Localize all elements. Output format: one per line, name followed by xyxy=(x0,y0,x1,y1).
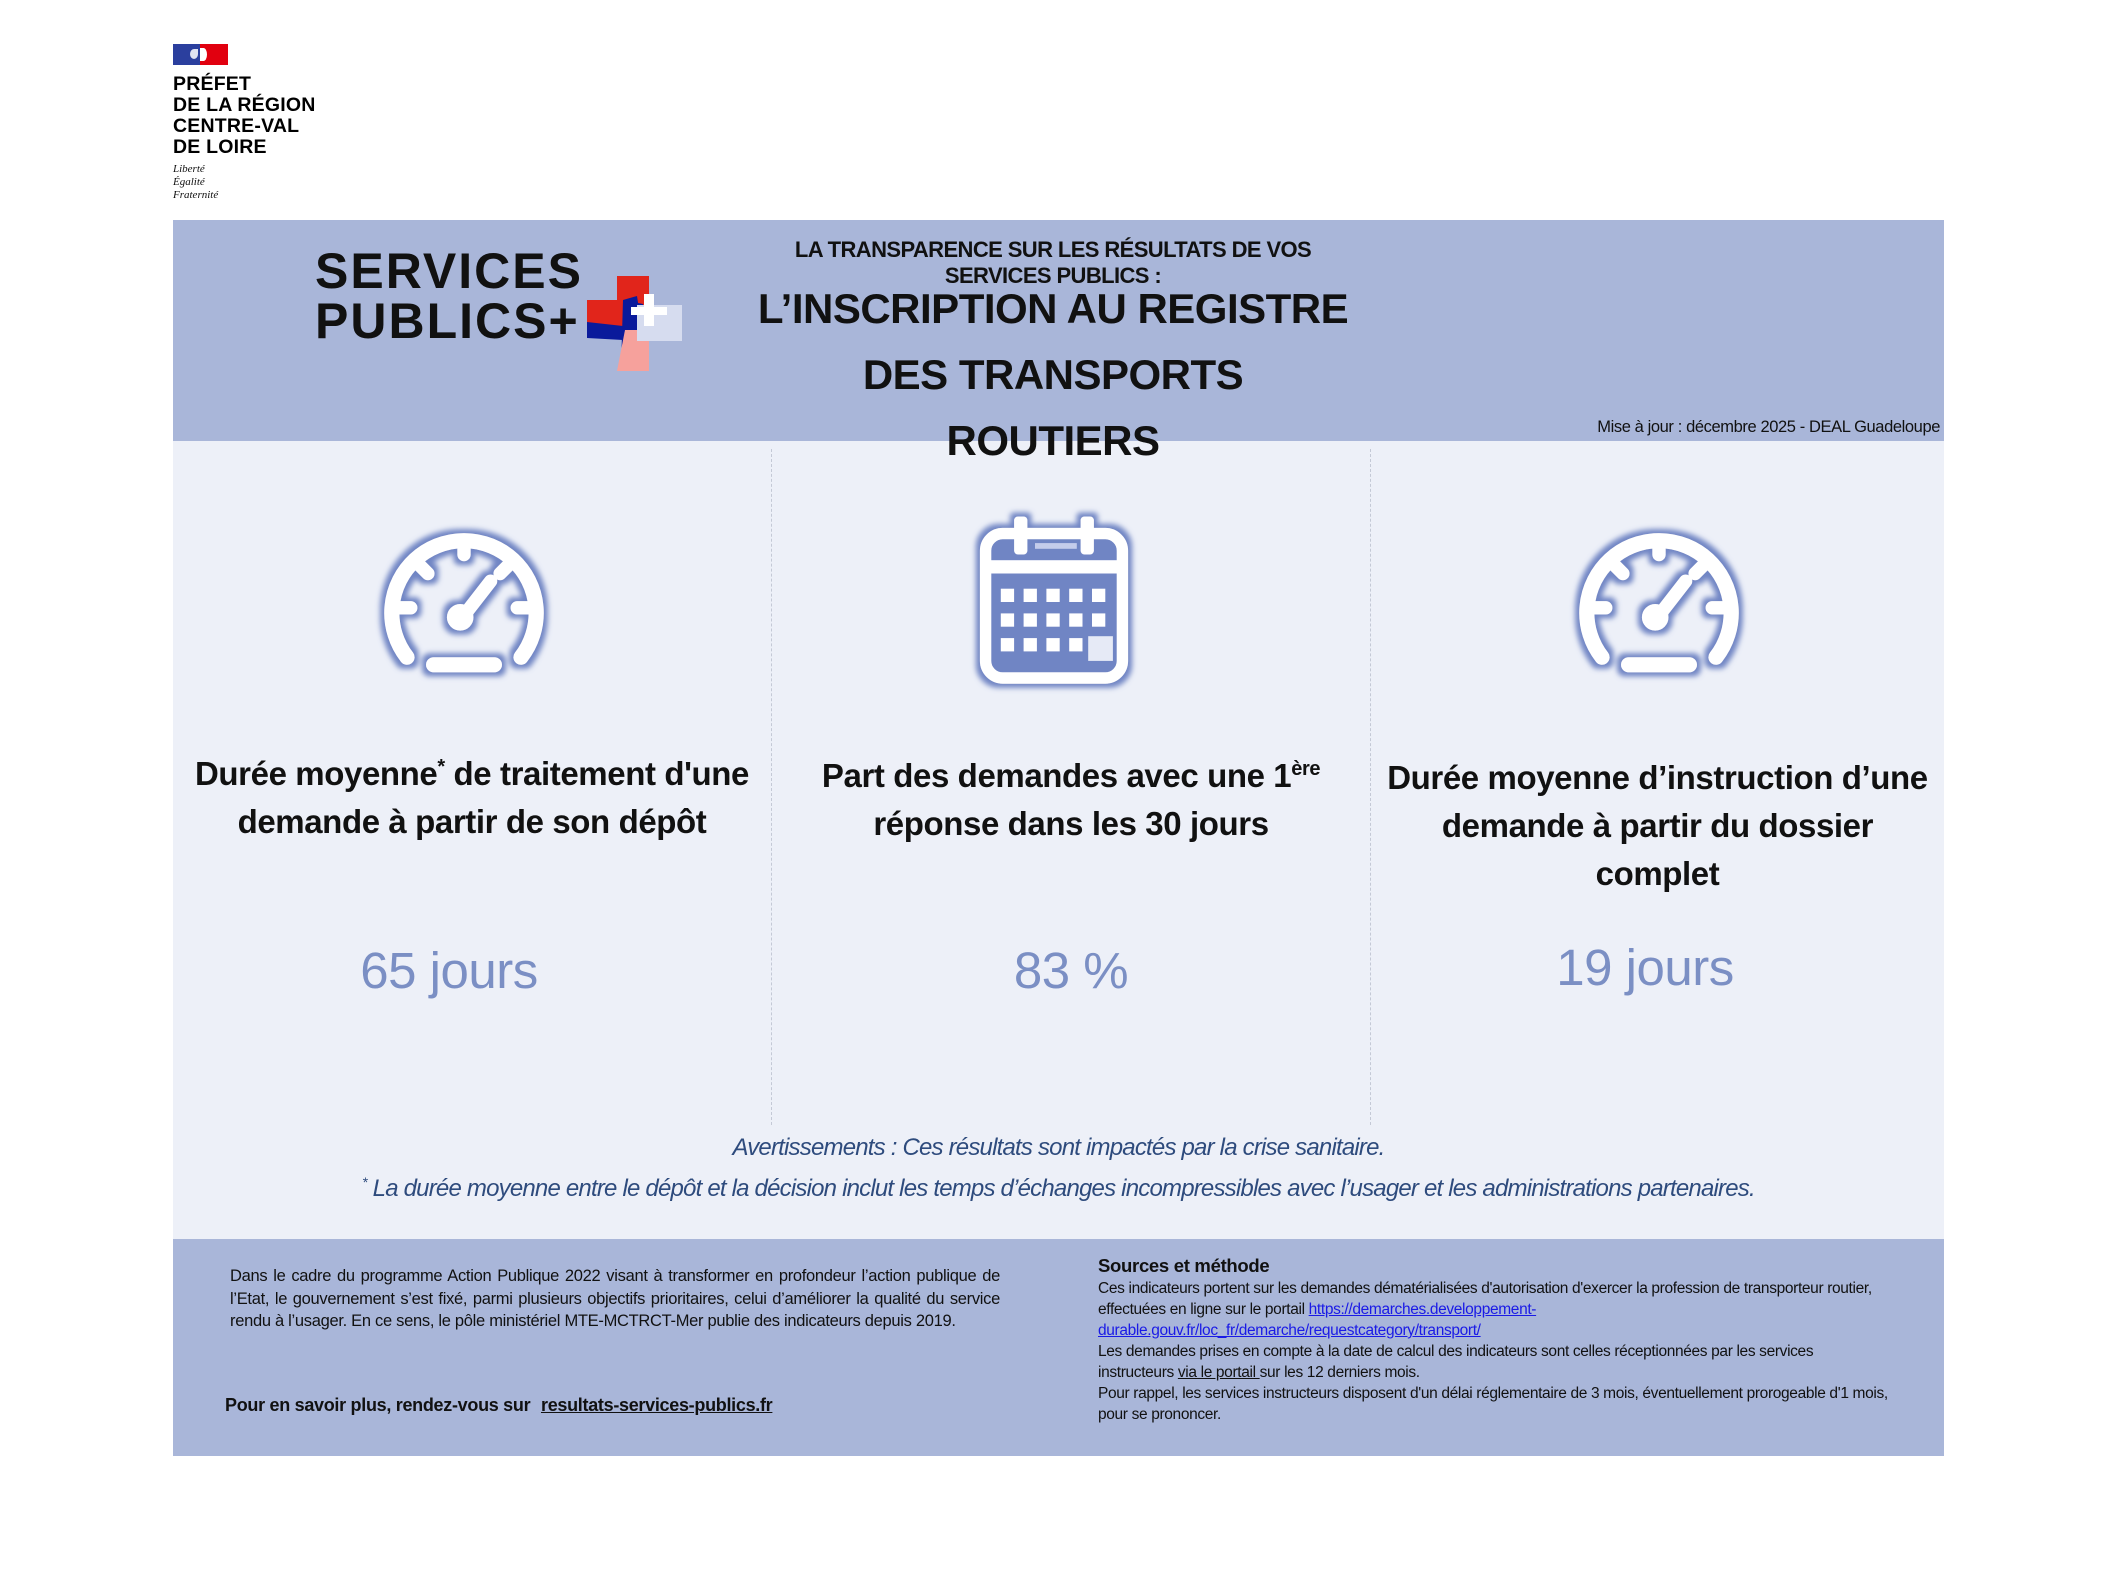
indicator-title: Durée moyenne* de traitement d'une demande à partir de son dépôt xyxy=(194,755,749,840)
indicator-processing-time xyxy=(173,441,771,1081)
warnings xyxy=(173,1130,1944,1206)
indicator-value: 65 jours xyxy=(360,942,538,999)
warning-footnote: * La durée moyenne entre le dépôt et la décision inclut les temps d’échanges incompressibles avec l’usager et les administrations partenaires. xyxy=(362,1174,1755,1202)
brand-line-2: PUBLICS+ xyxy=(315,293,580,349)
portal-link[interactable]: https://demarches.developpement-durable.gouv.fr/loc_fr/demarche/requestcategory/transport/ xyxy=(1098,1301,1537,1339)
speedometer-icon xyxy=(369,509,559,699)
sources-title: Sources et méthode xyxy=(1098,1255,1270,1276)
indicator-first-response-rate xyxy=(771,441,1371,1081)
calendar-icon xyxy=(959,507,1149,697)
indicator-title: Durée moyenne d’instruction d’une demande à partir du dossier complet xyxy=(1387,759,1928,892)
warning-crisis: Avertissements : Ces résultats sont impactés par la crise sanitaire. xyxy=(732,1134,1385,1161)
learn-more: Pour en savoir plus, rendez-vous sur resultats-services-publics.fr xyxy=(225,1395,773,1415)
page-title: L’INSCRIPTION AU REGISTRE DES TRANSPORTS ROUTIERS xyxy=(757,285,1349,464)
footer-band xyxy=(173,1239,1944,1456)
results-site-link[interactable]: resultats-services-publics.fr xyxy=(540,1395,773,1415)
services-publics-logo xyxy=(315,243,583,349)
indicator-instruction-time xyxy=(1371,441,1944,1081)
plus-cross-icon xyxy=(587,276,682,371)
marianne-flag-icon xyxy=(173,44,228,65)
indicator-title: Part des demandes avec une 1ère réponse dans les 30 jours xyxy=(821,757,1321,842)
speedometer-icon xyxy=(1564,509,1754,699)
prefect-name: PRÉFET DE LA RÉGION CENTRE-VAL DE LOIRE xyxy=(173,73,316,158)
results-sheet xyxy=(173,220,1944,1456)
brand-line-1: SERVICES xyxy=(315,243,583,299)
sources-method: Sources et méthode Ces indicateurs portent sur les demandes dématérialisées d'autorisation d'exercer la profession de transporteur routier, effectuées en ligne sur le portail https://demarches.developpement-durable.gouv.fr/loc_fr/demarche/requestcategory/transport/ Les demandes prises en compte à la date de calcul des indicateurs sont celles réceptionnées par les services instructeurs via le portail sur les 12 derniers mois. Pour rappel, les services instructeurs disposent d'un délai réglementaire de 3 mois, éventuellement prorogeable d'1 mois, pour se prononcer. xyxy=(1098,1255,1888,1423)
indicator-value: 19 jours xyxy=(1556,939,1734,996)
update-date: Mise à jour : décembre 2025 - DEAL Guadeloupe xyxy=(1597,418,1940,436)
header-kicker: LA TRANSPARENCE SUR LES RÉSULTATS DE VOS SERVICES PUBLICS : xyxy=(794,237,1312,288)
prefect-logo xyxy=(173,44,373,202)
program-intro: Dans le cadre du programme Action Publique 2022 visant à transformer en profondeur l’action publique de l’Etat, le gouvernement s’est fixé, parmi plusieurs objectifs prioritaires, celui d’améliorer la qualité du service rendu à l’usager. En ce sens, le pôle ministériel MTE-MCTRCT-Mer publie des indicateurs depuis 2019. xyxy=(230,1267,1000,1330)
motto: Liberté Égalité Fraternité xyxy=(173,163,219,201)
indicator-value: 83 % xyxy=(1013,942,1129,999)
header-band xyxy=(173,220,1944,464)
